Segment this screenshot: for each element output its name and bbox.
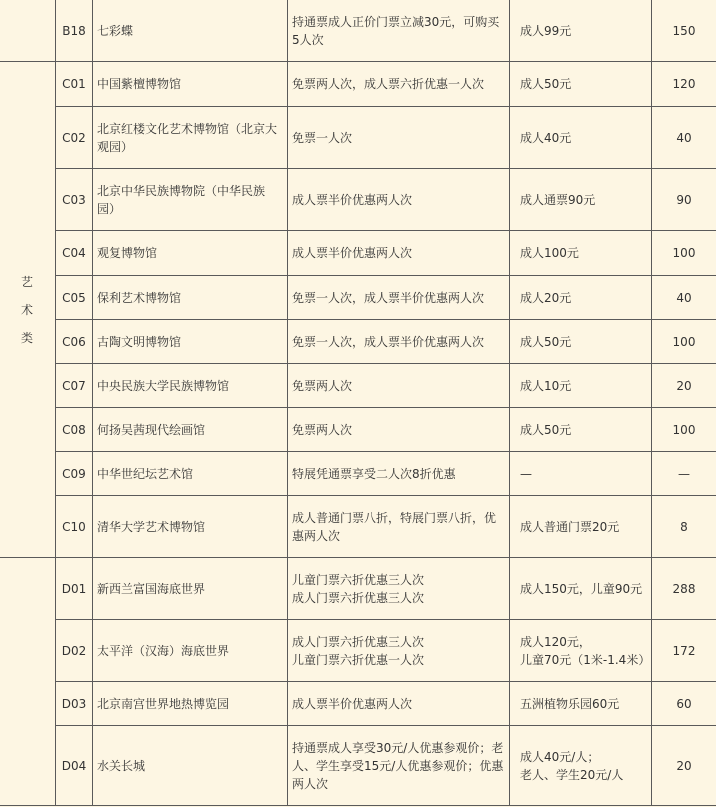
- discount-offer: [288, 320, 510, 364]
- price-line: 成人40元/人；: [520, 749, 600, 764]
- discount-offer: [288, 620, 510, 682]
- venue-name: 观复博物馆: [93, 231, 288, 276]
- ticket-price: [510, 107, 652, 169]
- discount-offer: [288, 496, 510, 558]
- ticket-price: [510, 364, 652, 408]
- venue-name: 北京中华民族博物院（中华民族园）: [93, 169, 288, 231]
- table-row: [0, 62, 716, 107]
- offer-line: 儿童门票六折优惠三人次: [292, 572, 425, 587]
- ticket-price: [510, 682, 652, 726]
- venue-name: 保利艺术博物馆: [93, 276, 288, 320]
- venue-name: 古陶文明博物馆: [93, 320, 288, 364]
- table-row: [0, 726, 716, 806]
- price-line: 成人50元: [520, 334, 572, 349]
- offer-line: 成人普通门票八折，特展门票八折，优惠两人次: [292, 510, 497, 543]
- price-line: —: [520, 466, 532, 481]
- venue-name: 何扬吴茜现代绘画馆: [93, 408, 288, 452]
- price-line: 成人50元: [520, 422, 572, 437]
- category-cell: [0, 0, 56, 62]
- venue-name: 北京南宫世界地热博览园: [93, 682, 288, 726]
- points-value: 172: [652, 620, 716, 682]
- table-row: [0, 558, 716, 620]
- table-row: [0, 276, 716, 320]
- ticket-price: [510, 452, 652, 496]
- price-line: 五洲植物乐园60元: [520, 696, 620, 711]
- points-value: 40: [652, 107, 716, 169]
- ticket-price: [510, 726, 652, 806]
- category-char: 类: [20, 330, 33, 345]
- table-row: [0, 107, 716, 169]
- price-line: 成人40元: [520, 130, 572, 145]
- offer-line: 持通票成人正价门票立减30元，可购买5人次: [292, 14, 500, 47]
- points-value: 100: [652, 408, 716, 452]
- discount-offer: [288, 107, 510, 169]
- discount-offer: [288, 682, 510, 726]
- price-line: 成人100元: [520, 246, 579, 260]
- venue-name: 七彩蝶: [93, 0, 288, 62]
- offer-line: 成人票半价优惠两人次: [292, 192, 413, 207]
- discount-offer: [288, 726, 510, 806]
- category-cell: [0, 62, 56, 558]
- item-code: C10: [56, 496, 93, 558]
- ticket-price: [510, 231, 652, 276]
- offer-line: 免票两人次，成人票六折优惠一人次: [292, 77, 485, 91]
- discount-offer: [288, 408, 510, 452]
- price-line: 成人通票90元: [520, 192, 596, 207]
- offer-line: 免票一人次，成人票半价优惠两人次: [292, 290, 485, 305]
- offer-line: 持通票成人享受30元/人优惠参观价；老人、学生享受15元/人优惠参观价；优惠两人次: [292, 740, 504, 791]
- ticket-price: [510, 408, 652, 452]
- points-value: 100: [652, 231, 716, 276]
- discount-offer: [288, 364, 510, 408]
- points-value: 8: [652, 496, 716, 558]
- venue-name: 太平洋（汉海）海底世界: [93, 620, 288, 682]
- offer-line: 成人票半价优惠两人次: [292, 696, 413, 711]
- points-value: 20: [652, 364, 716, 408]
- points-value: 150: [652, 0, 716, 62]
- ticket-price: [510, 0, 652, 62]
- venue-name: 水关长城: [93, 726, 288, 806]
- ticket-price: [510, 169, 652, 231]
- item-code: C09: [56, 452, 93, 496]
- venue-name: 中国紫檀博物馆: [93, 62, 288, 107]
- item-code: D04: [56, 726, 93, 806]
- offer-line: 成人门票六折优惠三人次: [292, 590, 425, 605]
- discount-offer: [288, 231, 510, 276]
- item-code: C01: [56, 62, 93, 107]
- offer-line: 免票两人次: [292, 422, 353, 437]
- item-code: C03: [56, 169, 93, 231]
- venue-name: 北京红楼文化艺术博物馆（北京大观园）: [93, 107, 288, 169]
- price-line: 成人10元: [520, 378, 572, 393]
- discount-offer: [288, 169, 510, 231]
- item-code: D01: [56, 558, 93, 620]
- item-code: C06: [56, 320, 93, 364]
- item-code: C04: [56, 231, 93, 276]
- price-line: 成人120元，: [520, 634, 591, 649]
- table-row: [0, 452, 716, 496]
- venue-name: 中华世纪坛艺术馆: [93, 452, 288, 496]
- discount-offer: [288, 62, 510, 107]
- ticket-price: [510, 276, 652, 320]
- item-code: B18: [56, 0, 93, 62]
- price-line: 成人普通门票20元: [520, 519, 620, 534]
- table-row: [0, 682, 716, 726]
- discount-offer: [288, 276, 510, 320]
- category-char: 艺: [20, 274, 33, 289]
- points-value: 288: [652, 558, 716, 620]
- price-line: 儿童70元（1米-1.4米）: [520, 652, 651, 667]
- item-code: C07: [56, 364, 93, 408]
- price-line: 成人50元: [520, 77, 572, 91]
- ticket-price: [510, 620, 652, 682]
- offer-line: 成人票半价优惠两人次: [292, 246, 413, 260]
- ticket-price: [510, 320, 652, 364]
- offer-line: 儿童门票六折优惠一人次: [292, 652, 425, 667]
- table-row: [0, 231, 716, 276]
- offer-line: 免票一人次，成人票半价优惠两人次: [292, 334, 485, 349]
- discount-offer: [288, 452, 510, 496]
- discount-offer: [288, 0, 510, 62]
- table-row: [0, 496, 716, 558]
- category-char: 术: [20, 302, 33, 317]
- item-code: C08: [56, 408, 93, 452]
- table-row: [0, 620, 716, 682]
- offer-line: 免票一人次: [292, 130, 353, 145]
- table-row: [0, 0, 716, 62]
- table-row: [0, 364, 716, 408]
- offer-line: 免票两人次: [292, 378, 353, 393]
- points-value: 20: [652, 726, 716, 806]
- discount-offer: [288, 558, 510, 620]
- points-value: 90: [652, 169, 716, 231]
- offer-line: 特展凭通票享受二人次8折优惠: [292, 466, 456, 481]
- venue-name: 中央民族大学民族博物馆: [93, 364, 288, 408]
- offer-line: 成人门票六折优惠三人次: [292, 634, 425, 649]
- price-line: 成人20元: [520, 290, 572, 305]
- table-row: [0, 169, 716, 231]
- category-cell: [0, 558, 56, 806]
- table-row: [0, 408, 716, 452]
- table-row: [0, 320, 716, 364]
- venue-name: 清华大学艺术博物馆: [93, 496, 288, 558]
- price-line: 成人150元，儿童90元: [520, 581, 643, 596]
- item-code: C05: [56, 276, 93, 320]
- ticket-price: [510, 558, 652, 620]
- points-value: 100: [652, 320, 716, 364]
- points-value: 120: [652, 62, 716, 107]
- price-line: 老人、学生20元/人: [520, 767, 624, 782]
- ticket-price: [510, 496, 652, 558]
- points-value: 40: [652, 276, 716, 320]
- venue-name: 新西兰富国海底世界: [93, 558, 288, 620]
- points-value: —: [652, 452, 716, 496]
- item-code: D02: [56, 620, 93, 682]
- ticket-price: [510, 62, 652, 107]
- points-value: 60: [652, 682, 716, 726]
- price-line: 成人99元: [520, 23, 572, 38]
- item-code: C02: [56, 107, 93, 169]
- item-code: D03: [56, 682, 93, 726]
